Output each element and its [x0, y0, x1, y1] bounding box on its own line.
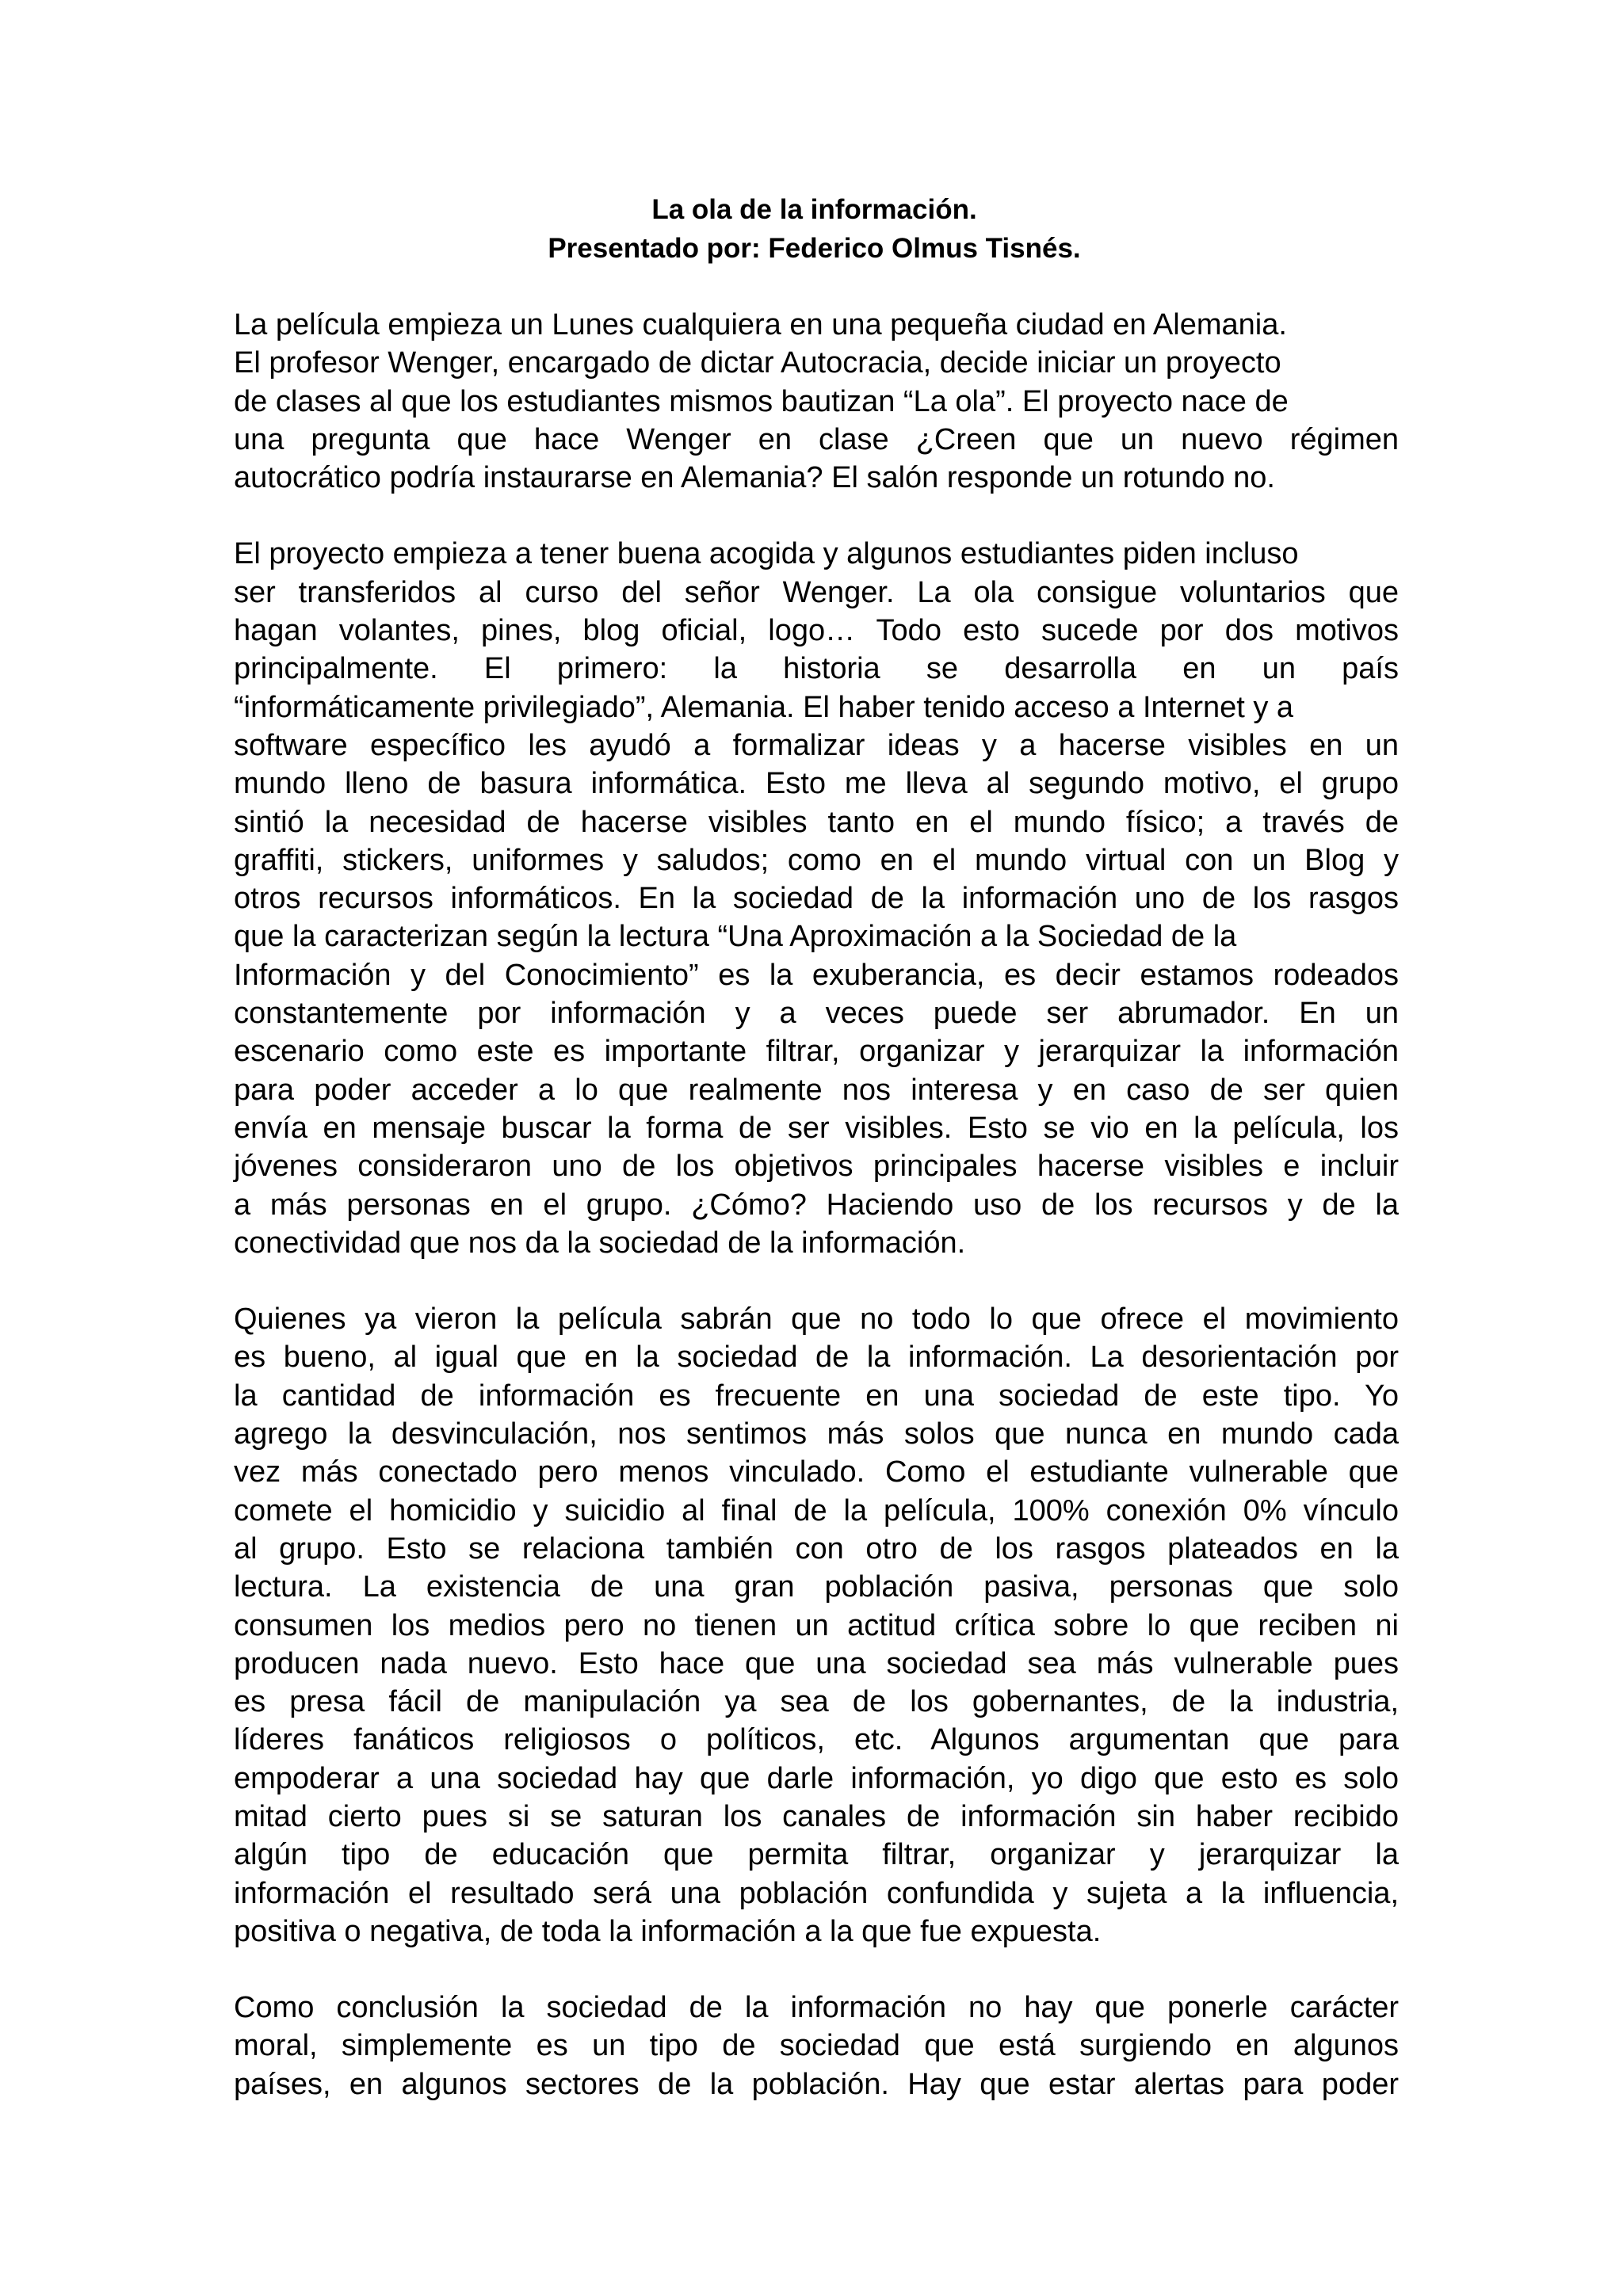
text-line: para poder acceder a lo que realmente nos interesa y en caso de ser quien — [234, 1073, 1399, 1107]
text-line: conectividad que nos da la sociedad de la información. — [234, 1226, 966, 1260]
paragraph — [234, 1989, 1399, 2103]
text-line: al grupo. Esto se relaciona también con otro de los rasgos plateados en la — [234, 1531, 1399, 1566]
text-line: lectura. La existencia de una gran población pasiva, personas que solo — [234, 1570, 1399, 1604]
text-line: positiva o negativa, de toda la información a la que fue expuesta. — [234, 1914, 1102, 1948]
text-line: es bueno, al igual que en la sociedad de la información. La desorientación por — [234, 1341, 1399, 1375]
text-line: envía en mensaje buscar la forma de ser visibles. Esto se vio en la película, los — [234, 1111, 1399, 1145]
document-header — [230, 190, 1399, 268]
text-line: moral, simplemente es un tipo de sociedad que está surgiendo en algunos — [234, 2029, 1399, 2063]
text-line: consumen los medios pero no tienen un actitud crítica sobre lo que reciben ni — [234, 1608, 1399, 1642]
text-line: vez más conectado pero menos vinculado. Como el estudiante vulnerable que — [234, 1455, 1399, 1489]
text-line: líderes fanáticos religiosos o políticos, etc. Algunos argumentan que para — [234, 1723, 1399, 1757]
text-line: constantemente por información y a veces puede ser abrumador. En un — [234, 997, 1399, 1031]
text-line: información el resultado será una población confundida y sujeta a la influencia, — [234, 1876, 1399, 1910]
text-line: mitad cierto pues si se saturan los canales de información sin haber recibido — [234, 1799, 1399, 1833]
text-line: El profesor Wenger, encargado de dictar Autocracia, decide iniciar un proyecto — [234, 346, 1281, 380]
text-line: una pregunta que hace Wenger en clase ¿Creen que un nuevo régimen — [234, 422, 1399, 456]
text-line: Información y del Conocimiento” es la exuberancia, es decir estamos rodeados — [234, 958, 1399, 992]
text-line: jóvenes consideraron uno de los objetivos principales hacerse visibles e incluir — [234, 1150, 1399, 1184]
text-line: agrego la desvinculación, nos sentimos más solos que nunca en mundo cada — [234, 1417, 1399, 1451]
text-line: sintió la necesidad de hacerse visibles tanto en el mundo físico; a través de — [234, 805, 1399, 839]
text-line: principalmente. El primero: la historia se desarrolla en un país — [234, 652, 1399, 686]
text-line: autocrático podría instaurarse en Alemania? El salón responde un rotundo no. — [234, 461, 1275, 495]
text-line: países, en algunos sectores de la población. Hay que estar alertas para poder — [234, 2067, 1399, 2101]
document-title: La ola de la información. — [651, 194, 977, 225]
text-line: que la caracterizan según la lectura “Una Aproximación a la Sociedad de la — [234, 920, 1237, 954]
text-line: producen nada nuevo. Esto hace que una sociedad sea más vulnerable pues — [234, 1646, 1399, 1680]
text-line: ser transferidos al curso del señor Wenger. La ola consigue voluntarios que — [234, 575, 1399, 609]
text-line: otros recursos informáticos. En la sociedad de la información uno de los rasgos — [234, 882, 1399, 916]
text-line: escenario como este es importante filtrar, organizar y jerarquizar la información — [234, 1035, 1399, 1069]
paragraph — [234, 1300, 1399, 1951]
text-line: El proyecto empieza a tener buena acogida y algunos estudiantes piden incluso — [234, 537, 1299, 571]
document-subtitle: Presentado por: Federico Olmus Tisnés. — [548, 233, 1081, 264]
text-line: es presa fácil de manipulación ya sea de los gobernantes, de la industria, — [234, 1685, 1399, 1719]
text-line: mundo lleno de basura informática. Esto me lleva al segundo motivo, el grupo — [234, 767, 1399, 801]
text-line: “informáticamente privilegiado”, Alemania. El haber tenido acceso a Internet y a — [234, 690, 1294, 724]
text-line: software específico les ayudó a formalizar ideas y a hacerse visibles en un — [234, 728, 1399, 762]
text-line: comete el homicidio y suicidio al final de la película, 100% conexión 0% vínculo — [234, 1493, 1399, 1527]
text-line: algún tipo de educación que permita filtrar, organizar y jerarquizar la — [234, 1838, 1399, 1872]
text-line: Quienes ya vieron la película sabrán que no todo lo que ofrece el movimiento — [234, 1302, 1399, 1337]
text-line: empoderar a una sociedad hay que darle información, yo digo que esto es solo — [234, 1761, 1399, 1795]
text-line: La película empieza un Lunes cualquiera en una pequeña ciudad en Alemania. — [234, 308, 1287, 341]
text-line: Como conclusión la sociedad de la información no hay que ponerle carácter — [234, 1991, 1399, 2025]
text-line: a más personas en el grupo. ¿Cómo? Haciendo uso de los recursos y de la — [234, 1188, 1399, 1222]
paragraph — [234, 306, 1399, 497]
text-line: de clases al que los estudiantes mismos bautizan “La ola”. El proyecto nace de — [234, 384, 1289, 418]
text-line: la cantidad de información es frecuente en una sociedad de este tipo. Yo — [234, 1379, 1399, 1413]
document-body — [234, 306, 1399, 2142]
text-line: hagan volantes, pines, blog oficial, logo… Todo esto sucede por dos motivos — [234, 614, 1399, 648]
paragraph — [234, 535, 1399, 1262]
text-line: graffiti, stickers, uniformes y saludos; como en el mundo virtual con un Blog y — [234, 843, 1399, 877]
